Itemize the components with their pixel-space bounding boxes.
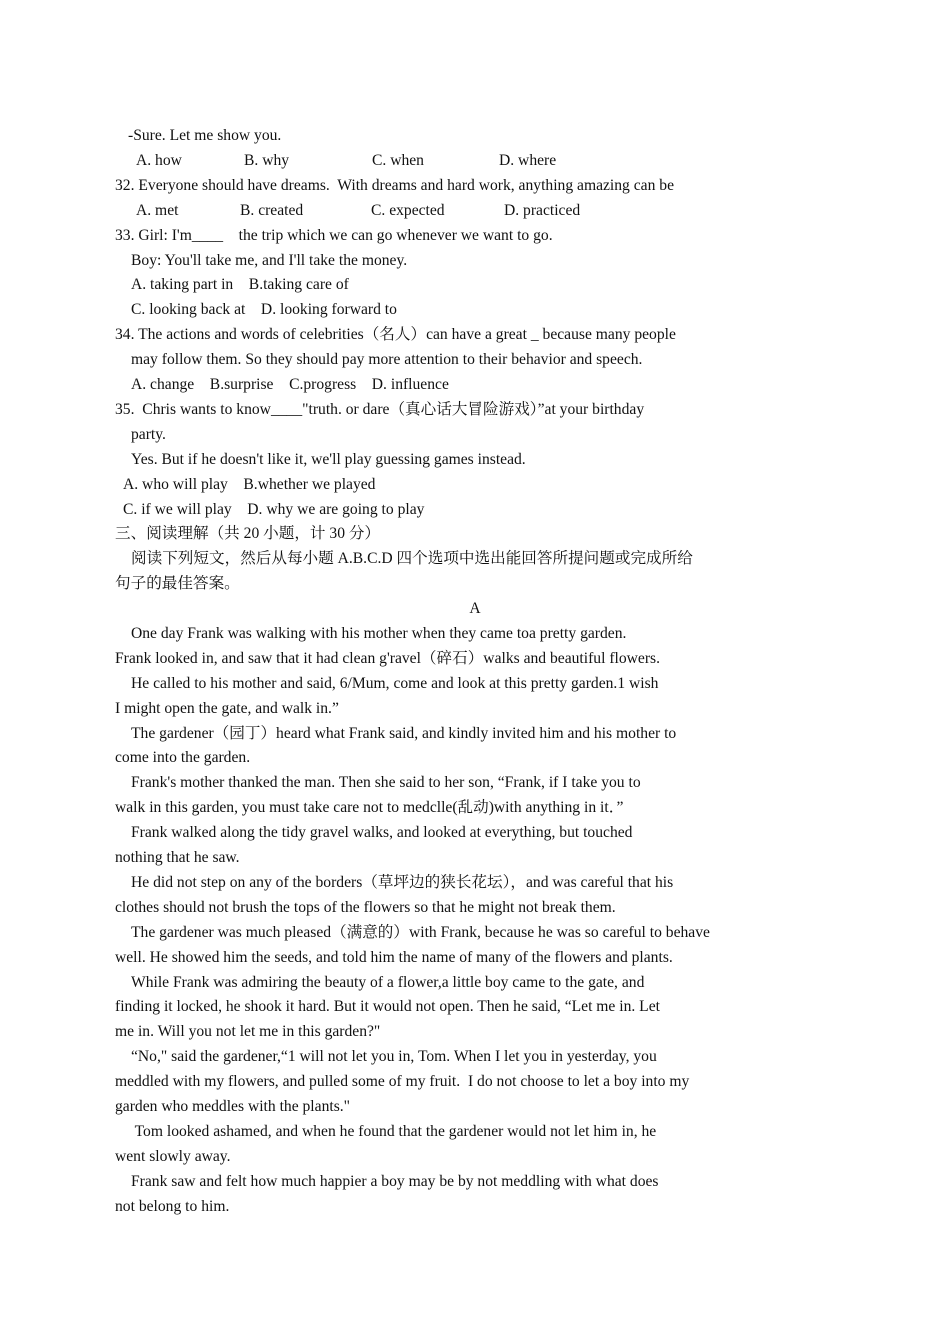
passage-line: garden who meddles with the plants." xyxy=(115,1098,351,1115)
passage-line: went slowly away. xyxy=(115,1148,231,1165)
section-heading: 三、阅读理解（共 20 小题，计 30 分） xyxy=(115,525,381,542)
passage-line: walk in this garden, you must take care not to medclle(乱动)with anything in it．” xyxy=(115,799,624,816)
q35-stem-line-2: party. xyxy=(131,426,166,443)
q35-options-ab: A. who will play B.whether we played xyxy=(123,476,376,493)
passage-line: “No," said the gardener,“1 will not let you in, Tom. When I let you in yesterday, you xyxy=(131,1048,657,1065)
q35-reply: Yes. But if he doesn't like it, we'll play guessing games instead. xyxy=(131,451,526,468)
passage-line: While Frank was admiring the beauty of a flower,a little boy came to the gate, and xyxy=(131,974,645,991)
q34-stem-line-1: 34. The actions and words of celebrities（名人）can have a great _ because many people xyxy=(115,326,676,343)
passage-line: not belong to him. xyxy=(115,1198,230,1215)
q31-option-b: B. why xyxy=(244,152,290,169)
passage-line: Tom looked ashamed, and when he found that the gardener would not let him in, he xyxy=(131,1123,657,1140)
q32-option-c: C. expected xyxy=(371,202,445,219)
q35-stem-line-1: 35. Chris wants to know____"truth. or dare（真心话大冒险游戏）”at your birthday xyxy=(115,401,645,418)
section-instruction-line-2: 句子的最佳答案。 xyxy=(115,575,240,592)
q31-option-d: D. where xyxy=(499,152,557,169)
q32-option-a: A. met xyxy=(136,202,179,219)
passage-line: Frank's mother thanked the man. Then she said to her son, “Frank, if I take you to xyxy=(131,774,641,791)
q33-options-cd: C. looking back at D. looking forward to xyxy=(131,301,397,318)
passage-line: clothes should not brush the tops of the flowers so that he might not break them. xyxy=(115,899,616,916)
passage-line: me in. Will you not let me in this garden?" xyxy=(115,1023,381,1040)
q35-options-cd: C. if we will play D. why we are going to play xyxy=(123,501,425,518)
q34-stem-line-2: may follow them. So they should pay more attention to their behavior and speech. xyxy=(131,351,643,368)
q32-option-b: B. created xyxy=(240,202,304,219)
passage-line: Frank walked along the tidy gravel walks, and looked at everything, but touched xyxy=(131,824,633,841)
q31-option-c: C. when xyxy=(372,152,424,169)
section-instruction-line-1: 阅读下列短文，然后从每小题 A.B.C.D 四个选项中选出能回答所提问题或完成所给 xyxy=(131,550,693,567)
passage-line: One day Frank was walking with his mother when they came toa pretty garden. xyxy=(131,625,627,642)
passage-line: The gardener（园丁）heard what Frank said, and kindly invited him and his mother to xyxy=(131,725,677,742)
q31-answer-line: -Sure. Let me show you. xyxy=(128,127,282,144)
passage-line: come into the garden. xyxy=(115,749,251,766)
passage-line: I might open the gate, and walk in.” xyxy=(115,700,339,717)
passage-line: He did not step on any of the borders（草坪边的狭长花坛），and was careful that his xyxy=(131,874,674,891)
q32-stem: 32. Everyone should have dreams. With dreams and hard work, anything amazing can be xyxy=(115,177,674,194)
passage-line: He called to his mother and said, 6/Mum, come and look at this pretty garden.1 wish xyxy=(131,675,659,692)
q33-stem: 33. Girl: I'm____ the trip which we can go whenever we want to go. xyxy=(115,227,553,244)
passage-line: meddled with my flowers, and pulled some of my fruit. I do not choose to let a boy into my xyxy=(115,1073,690,1090)
q33-boy-line: Boy: You'll take me, and I'll take the money. xyxy=(131,252,408,269)
passage-line: The gardener was much pleased（满意的）with Frank, because he was so careful to behave xyxy=(131,924,710,941)
passage-line: Frank looked in, and saw that it had clean g'ravel（碎石）walks and beautiful flowers. xyxy=(115,650,660,667)
passage-line: finding it locked, he shook it hard. But it would not open. Then he said, “Let me in. Let xyxy=(115,998,660,1015)
passage-line: nothing that he saw. xyxy=(115,849,240,866)
passage-label: A xyxy=(469,600,481,617)
passage-line: Frank saw and felt how much happier a boy may be by not meddling with what does xyxy=(131,1173,659,1190)
q33-options-ab: A. taking part in B.taking care of xyxy=(131,276,349,293)
passage-line: well. He showed him the seeds, and told him the name of many of the flowers and plants. xyxy=(115,949,673,966)
q31-option-a: A. how xyxy=(136,152,182,169)
q34-options: A. change B.surprise C.progress D. influence xyxy=(131,376,449,393)
q32-option-d: D. practiced xyxy=(504,202,581,219)
